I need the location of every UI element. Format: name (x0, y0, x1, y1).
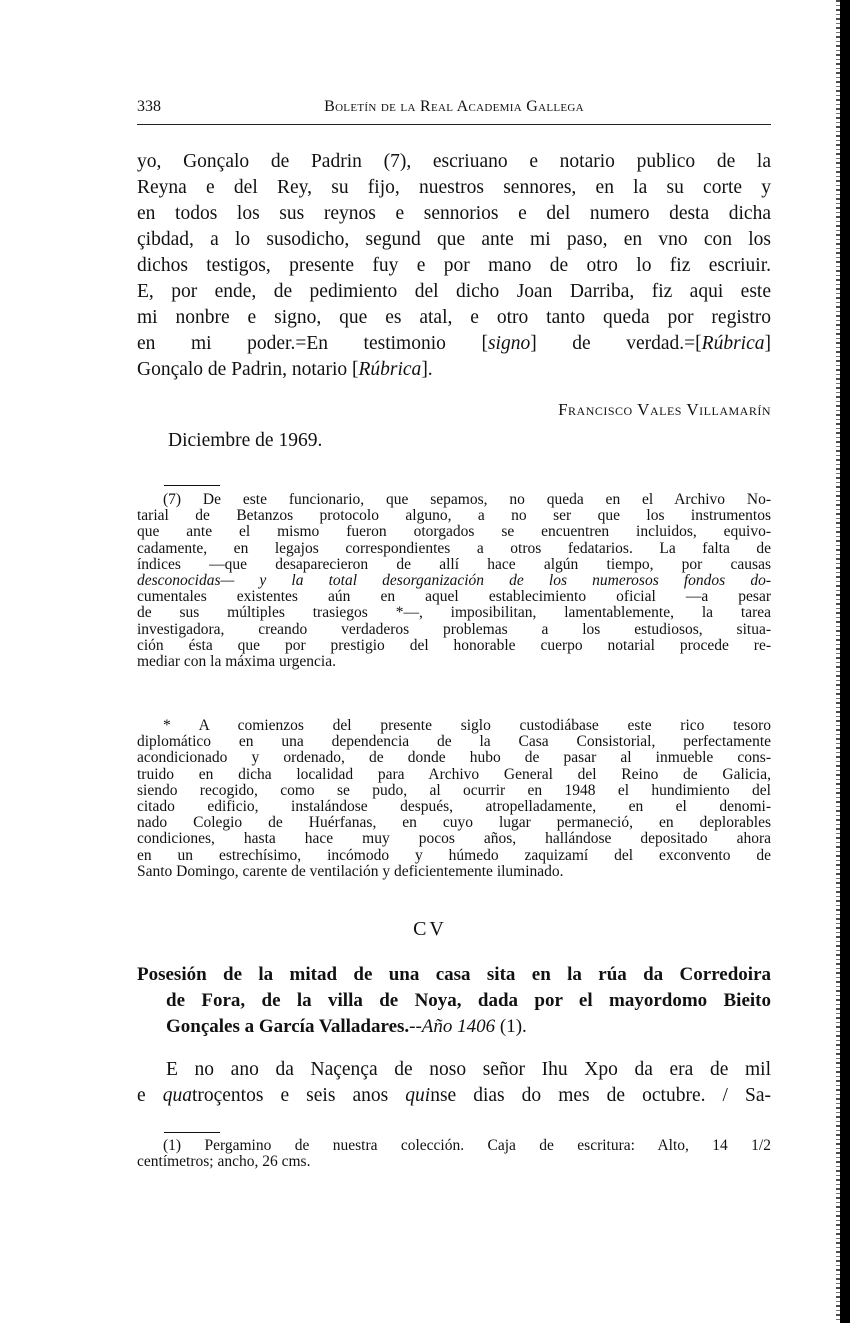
text-run: nse dias do mes de octubre. / Sa- (430, 1085, 771, 1106)
footnote-line: cumentales existentes aún en aquel establecimiento oficial —a pesar (137, 588, 771, 606)
footnote-line (137, 573, 771, 589)
header-rule (137, 124, 771, 125)
italic-signo: signo (487, 333, 531, 354)
date-line: Diciembre de 1969. (168, 430, 323, 451)
author-signature: Francisco Vales Villamarín (558, 400, 771, 419)
footnote-line: diplomático en una dependencia de la Casa Consistorial, perfectamente (137, 733, 771, 751)
footnote-line: tarial de Betanzos protocolo alguno, a no ser que los instrumentos (137, 507, 771, 525)
title-line (137, 1014, 771, 1040)
text-line: E, por ende, de pedimiento del dicho Joan Darriba, fiz aqui este (137, 281, 771, 302)
page-number: 338 (137, 98, 161, 115)
italic-run: desconocidas— y la total desorganización de los numerosos fondos do- (137, 572, 771, 590)
running-title: Boletín de la Real Academia Gallega (324, 98, 584, 115)
footnote-line: (7) De este funcionario, que sepamos, no queda en el Archivo No- (163, 491, 771, 508)
italic-run: qui (405, 1085, 431, 1106)
text-line: mi nonbre e signo, que es atal, e otro tanto queda por registro (137, 307, 771, 328)
footnote-line: de sus múltiples trasiegos *—, imposibilitan, lamentablemente, la tarea (137, 604, 771, 622)
title-line: Posesión de la mitad de una casa sita en la rúa da Corredoira (137, 964, 771, 985)
text-line: dichos testigos, presente fuy e por mano de otro lo fiz escriuir. (137, 255, 771, 276)
text-line: en todos los sus reynos e sennorios e del numero desta dicha (137, 203, 771, 224)
title-line: de Fora, de la villa de Noya, dada por el mayordomo Bieito (166, 990, 771, 1011)
text-run: ] de verdad.=[ (530, 333, 702, 354)
footnote-line: mediar con la máxima urgencia. (137, 653, 336, 671)
text-run: Gonçales a García Valladares. (166, 1016, 410, 1037)
footnote-line: * A comienzos del presente siglo custodiábase este rico tesoro (163, 717, 771, 734)
page-header (137, 98, 771, 122)
footnote-line: cadamente, en legajos correspondientes a otros fedatarios. La falta de (137, 539, 771, 557)
footnote-7 (137, 492, 771, 670)
footnote-1 (137, 1138, 771, 1170)
text-line: yo, Gonçalo de Padrin (7), escriuano e notario publico de la (137, 151, 771, 172)
text-line (137, 1083, 771, 1109)
paragraph-document-start (137, 1057, 771, 1109)
text-line (137, 331, 771, 357)
footnote-line: investigadora, creando verdaderos problemas a los estudiosos, situa- (137, 620, 771, 638)
text-line: E no ano da Naçença de noso señor Ihu Xpo da era de mil (166, 1059, 771, 1080)
dash: -- (409, 1016, 422, 1037)
footnote-line: siendo recogido, como se pudo, al ocurrir en 1948 el hundimiento del (137, 781, 771, 799)
footnote-line: (1) Pergamino de nuestra colección. Caja de escritura: Alto, 14 1/2 (163, 1137, 771, 1154)
footnote-line: que ante el mismo fueron otorgados se encuentren incluidos, equivo- (137, 523, 771, 541)
paragraph-document-closing (137, 149, 771, 383)
text-run: e (137, 1085, 163, 1106)
scan-edge-border (840, 0, 850, 1323)
footnote-line: ción ésta que por prestigio del honorable cuerpo notarial procede re- (137, 636, 771, 654)
text-run: ]. (421, 359, 433, 380)
footnote-line: nado Colegio de Huérfanas, en cuyo lugar permaneció, en deplorables (137, 814, 771, 832)
text-run: Gonçalo de Padrin, notario [ (137, 359, 359, 380)
section-number: CV (413, 918, 447, 940)
footnote-rule (164, 485, 220, 486)
footnote-line: Santo Domingo, carente de ventilación y deficientemente iluminado. (137, 862, 564, 880)
footnote-line: truido en dicha localidad para Archivo General del Reino de Galicia, (137, 765, 771, 783)
footnote-rule (164, 1132, 220, 1133)
text-line: çibdad, a lo susodicho, segund que ante mi paso, en vno con los (137, 229, 771, 250)
text-line (137, 357, 771, 383)
footnote-line: índices —que desaparecieron de allí hace algún tiempo, por causas (137, 555, 771, 573)
footnote-line: condiciones, hasta hace muy pocos años, hallándose depositado ahora (137, 830, 771, 848)
text-run: ] (764, 333, 771, 354)
footnote-asterisk (137, 718, 771, 880)
italic-rubrica: Rúbrica (358, 359, 422, 380)
italic-year: Año 1406 (421, 1016, 496, 1037)
footnote-line: acondicionado y ordenado, de donde hubo de pasar al inmueble cons- (137, 749, 771, 767)
italic-rubrica: Rúbrica (701, 333, 765, 354)
text-line: Reyna e del Rey, su fijo, nuestros sennores, en la su corte y (137, 177, 771, 198)
footnote-line: centímetros; ancho, 26 cms. (137, 1153, 311, 1171)
italic-run: qua (162, 1085, 192, 1106)
text-run: troçentos e seis anos (191, 1085, 406, 1106)
text-run: en mi poder.=En testimonio [ (137, 333, 488, 354)
section-title (137, 962, 771, 1040)
footnote-line: citado edificio, instalándose después, atropelladamente, en el denomi- (137, 798, 771, 816)
footnote-line: en un estrechísimo, incómodo y húmedo zaquizamí del exconvento de (137, 846, 771, 864)
footnote-ref: (1). (495, 1016, 527, 1037)
